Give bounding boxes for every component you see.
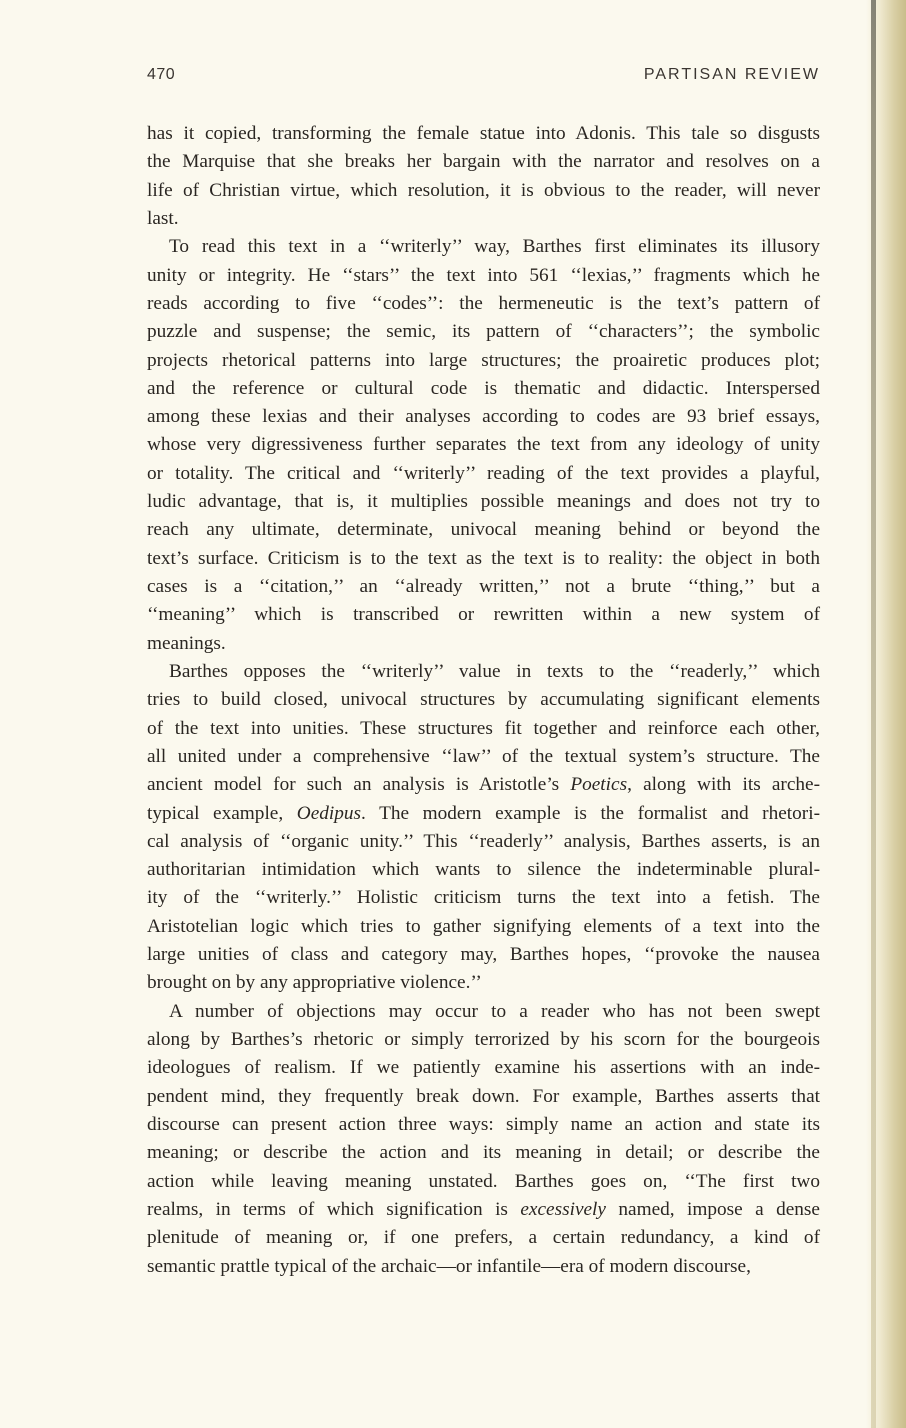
paragraph xyxy=(147,233,820,658)
text-line xyxy=(147,375,820,403)
text-segment: text’s surface. Criticism is to the text as the text is to reality: the object in both xyxy=(147,547,820,569)
text-line xyxy=(147,1026,820,1054)
text-line xyxy=(147,1196,820,1224)
text-segment: Barthes opposes the ‘‘writerly’’ value in texts to the ‘‘readerly,’’ which xyxy=(169,660,820,682)
text-segment: large unities of class and category may, Barthes hopes, ‘‘provoke the nausea xyxy=(147,944,820,966)
text-segment: meanings. xyxy=(147,632,226,654)
text-segment: discourse can present action three ways: simply name an action and state its xyxy=(147,1113,820,1135)
text-segment: realms, in terms of which signification is xyxy=(147,1198,521,1220)
text-line xyxy=(147,148,820,176)
text-segment: the Marquise that she breaks her bargain with the narrator and resolves on a xyxy=(147,151,820,173)
text-line xyxy=(147,545,820,573)
text-line xyxy=(147,262,820,290)
text-line xyxy=(147,941,820,969)
text-segment: cases is a ‘‘citation,’’ an ‘‘already written,’’ not a brute ‘‘thing,’’ but a xyxy=(147,576,820,597)
text-line xyxy=(147,1253,820,1281)
text-line xyxy=(147,431,820,459)
text-line xyxy=(147,1168,820,1196)
text-segment: brought on by any appropriative violence.’’ xyxy=(147,972,482,994)
text-segment: unity or integrity. He ‘‘stars’’ the text into 561 ‘‘lexias,’’ fragments which he xyxy=(147,264,820,286)
text-line xyxy=(147,686,820,714)
text-segment: or totality. The critical and ‘‘writerly’’ reading of the text provides a playful, xyxy=(147,462,820,484)
text-segment: has it copied, transforming the female statue into Adonis. This tale so disgusts xyxy=(147,123,820,144)
text-segment: life of Christian virtue, which resolution, it is obvious to the reader, will never xyxy=(147,179,820,201)
text-segment: semantic prattle typical of the archaic—or infantile—era of modern discourse, xyxy=(147,1255,751,1277)
text-segment: pendent mind, they frequently break down. For example, Barthes asserts that xyxy=(147,1085,820,1107)
text-line xyxy=(147,488,820,516)
text-line xyxy=(147,771,820,799)
text-segment: . The modern example is the formalist and rhetori- xyxy=(361,802,820,824)
text-line xyxy=(147,913,820,941)
text-segment: named, impose a dense xyxy=(605,1198,820,1220)
text-line xyxy=(147,318,820,346)
text-segment: ideologues of realism. If we patiently examine his assertions with an inde- xyxy=(147,1057,820,1079)
text-segment: typical example, xyxy=(147,802,297,824)
paragraph xyxy=(147,998,820,1281)
text-line xyxy=(147,460,820,488)
text-line xyxy=(147,233,820,261)
text-line xyxy=(147,630,820,658)
text-segment: ludic advantage, that is, it multiplies possible meanings and does not try to xyxy=(147,491,820,513)
text-segment: Aristotelian logic which tries to gather signifying elements of a text into the xyxy=(147,915,820,937)
text-segment: along by Barthes’s rhetoric or simply terrorized by his scorn for the bourgeois xyxy=(147,1029,820,1050)
text-segment: reads according to five ‘‘codes’’: the hermeneutic is the text’s pattern of xyxy=(147,292,820,314)
journal-title: PARTISAN REVIEW xyxy=(643,66,820,83)
text-segment: projects rhetorical patterns into large structures; the proairetic produces plot; xyxy=(147,349,820,371)
text-line xyxy=(147,1111,820,1139)
text-line xyxy=(147,347,820,375)
text-line xyxy=(147,120,820,148)
text-line xyxy=(147,969,820,997)
text-segment: A number of objections may occur to a reader who has not been swept xyxy=(169,1000,820,1022)
text-segment: meaning; or describe the action and its meaning in detail; or describe the xyxy=(147,1142,820,1164)
text-segment: , along with its arche- xyxy=(627,774,820,796)
page-edge xyxy=(871,0,876,1428)
text-line xyxy=(147,1139,820,1167)
text-line xyxy=(147,290,820,318)
text-segment: reach any ultimate, determinate, univocal meaning behind or beyond the xyxy=(147,519,820,541)
text-line xyxy=(147,658,820,686)
text-line xyxy=(147,828,820,856)
text-segment: ‘‘meaning’’ which is transcribed or rewritten within a new system of xyxy=(147,604,820,626)
text-line xyxy=(147,403,820,431)
text-segment: whose very digressiveness further separates the text from any ideology of unity xyxy=(147,434,820,456)
text-line xyxy=(147,177,820,205)
text-line xyxy=(147,998,820,1026)
italic-title: excessively xyxy=(520,1198,606,1220)
text-segment: plenitude of meaning or, if one prefers, a certain redundancy, a kind of xyxy=(147,1227,820,1249)
text-line xyxy=(147,516,820,544)
text-segment: cal analysis of ‘‘organic unity.’’ This ‘‘readerly’’ analysis, Barthes asserts, is an xyxy=(147,830,820,852)
paragraph xyxy=(147,658,820,998)
text-line xyxy=(147,1224,820,1252)
text-line xyxy=(147,884,820,912)
text-segment: of the text into unities. These structures fit together and reinforce each other, xyxy=(147,717,820,739)
text-segment: authoritarian intimidation which wants to silence the indeterminable plural- xyxy=(147,859,820,881)
text-segment: ity of the ‘‘writerly.’’ Holistic criticism turns the text into a fetish. The xyxy=(147,887,820,909)
page-number: 470 xyxy=(147,66,176,83)
body-text xyxy=(147,120,820,1281)
paragraph xyxy=(147,120,820,233)
text-line xyxy=(147,743,820,771)
italic-title: Oedipus xyxy=(296,802,362,824)
text-line xyxy=(147,205,820,233)
text-segment: tries to build closed, univocal structures by accumulating significant elements xyxy=(147,689,820,711)
text-line xyxy=(147,1083,820,1111)
text-segment: ancient model for such an analysis is Aristotle’s xyxy=(147,774,571,796)
text-segment: and the reference or cultural code is thematic and didactic. Interspersed xyxy=(147,377,820,399)
italic-title: Poetics xyxy=(570,774,628,796)
text-line xyxy=(147,1054,820,1082)
text-line xyxy=(147,856,820,884)
text-line xyxy=(147,601,820,629)
text-line xyxy=(147,800,820,828)
text-segment: last. xyxy=(147,207,179,229)
text-line xyxy=(147,573,820,601)
text-segment: To read this text in a ‘‘writerly’’ way, Barthes first eliminates its illusory xyxy=(169,236,820,258)
running-head xyxy=(147,66,820,90)
text-segment: puzzle and suspense; the semic, its pattern of ‘‘characters’’; the symbolic xyxy=(147,321,820,343)
text-line xyxy=(147,715,820,743)
text-segment: action while leaving meaning unstated. Barthes goes on, ‘‘The first two xyxy=(147,1170,820,1192)
text-segment: all united under a comprehensive ‘‘law’’ of the textual system’s structure. The xyxy=(147,745,820,767)
text-segment: among these lexias and their analyses according to codes are 93 brief essays, xyxy=(147,406,820,428)
